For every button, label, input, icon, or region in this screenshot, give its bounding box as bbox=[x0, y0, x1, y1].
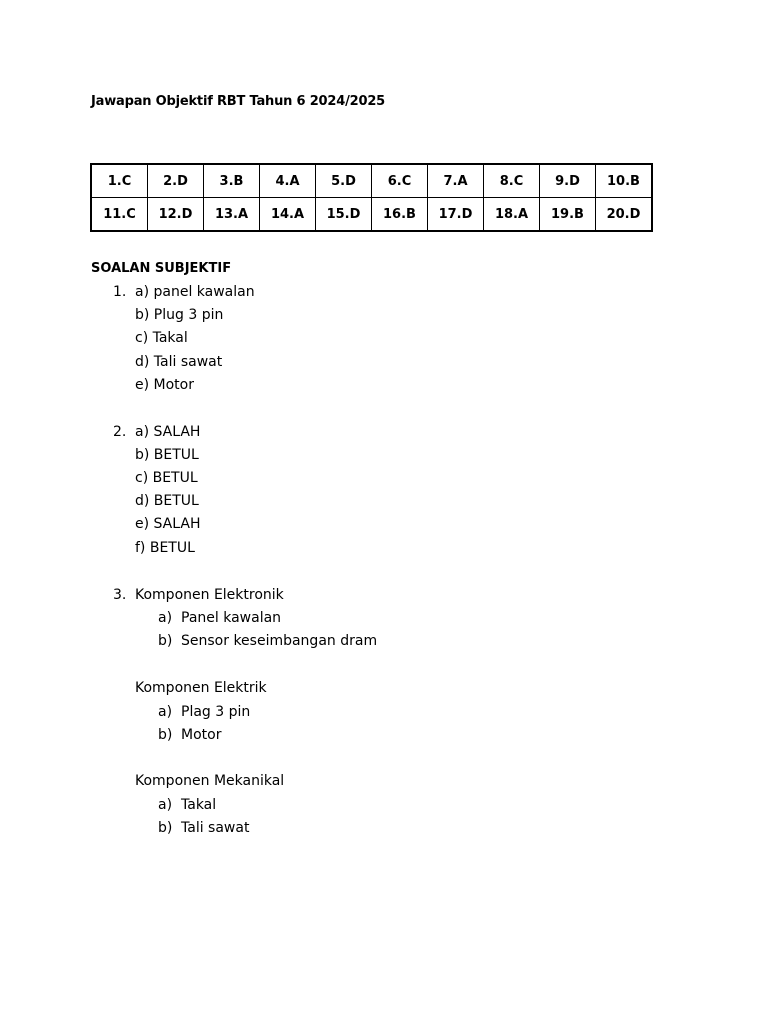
answer-cell: 4.A bbox=[260, 164, 316, 198]
list-item: a) SALAH bbox=[135, 424, 201, 440]
question-number: 3. bbox=[113, 587, 127, 603]
answer-cell: 19.B bbox=[540, 198, 596, 232]
answer-cell: 10.B bbox=[596, 164, 653, 198]
answer-row-1 bbox=[91, 164, 652, 198]
item-marker: a) bbox=[158, 610, 173, 626]
answer-cell: 3.B bbox=[204, 164, 260, 198]
list-item: b) Plug 3 pin bbox=[135, 307, 224, 323]
list-item: a) panel kawalan bbox=[135, 284, 255, 300]
item-marker: b) bbox=[158, 820, 173, 836]
list-item: e) SALAH bbox=[135, 516, 201, 532]
list-item: Takal bbox=[181, 797, 217, 813]
answer-cell: 12.D bbox=[148, 198, 204, 232]
answer-cell: 15.D bbox=[316, 198, 372, 232]
list-item: Sensor keseimbangan dram bbox=[181, 633, 378, 649]
answer-cell: 14.A bbox=[260, 198, 316, 232]
group-heading: Komponen Mekanikal bbox=[135, 773, 285, 789]
group-heading: Komponen Elektronik bbox=[135, 587, 284, 603]
item-marker: b) bbox=[158, 727, 173, 743]
answer-table bbox=[90, 163, 653, 232]
answer-cell: 9.D bbox=[540, 164, 596, 198]
list-item: Motor bbox=[181, 727, 222, 743]
list-item: d) BETUL bbox=[135, 493, 199, 509]
answer-cell: 1.C bbox=[91, 164, 148, 198]
list-item: Plag 3 pin bbox=[181, 704, 251, 720]
list-item: b) BETUL bbox=[135, 447, 199, 463]
answer-cell: 20.D bbox=[596, 198, 653, 232]
answer-cell: 11.C bbox=[91, 198, 148, 232]
answer-cell: 13.A bbox=[204, 198, 260, 232]
answer-cell: 7.A bbox=[428, 164, 484, 198]
group-heading: Komponen Elektrik bbox=[135, 680, 267, 696]
section-heading: SOALAN SUBJEKTIF bbox=[91, 261, 232, 276]
answer-cell: 2.D bbox=[148, 164, 204, 198]
list-item: c) BETUL bbox=[135, 470, 198, 486]
question-number: 2. bbox=[113, 424, 127, 440]
list-item: d) Tali sawat bbox=[135, 354, 223, 370]
item-marker: b) bbox=[158, 633, 173, 649]
answer-row-2 bbox=[91, 198, 652, 232]
answer-cell: 17.D bbox=[428, 198, 484, 232]
answer-cell: 5.D bbox=[316, 164, 372, 198]
list-item: Tali sawat bbox=[181, 820, 250, 836]
answer-cell: 8.C bbox=[484, 164, 540, 198]
item-marker: a) bbox=[158, 704, 173, 720]
list-item: f) BETUL bbox=[135, 540, 195, 556]
question-number: 1. bbox=[113, 284, 127, 300]
item-marker: a) bbox=[158, 797, 173, 813]
page-title: Jawapan Objektif RBT Tahun 6 2024/2025 bbox=[91, 94, 386, 109]
list-item: e) Motor bbox=[135, 377, 194, 393]
answer-cell: 18.A bbox=[484, 198, 540, 232]
answer-cell: 6.C bbox=[372, 164, 428, 198]
list-item: Panel kawalan bbox=[181, 610, 282, 626]
list-item: c) Takal bbox=[135, 330, 188, 346]
answer-cell: 16.B bbox=[372, 198, 428, 232]
